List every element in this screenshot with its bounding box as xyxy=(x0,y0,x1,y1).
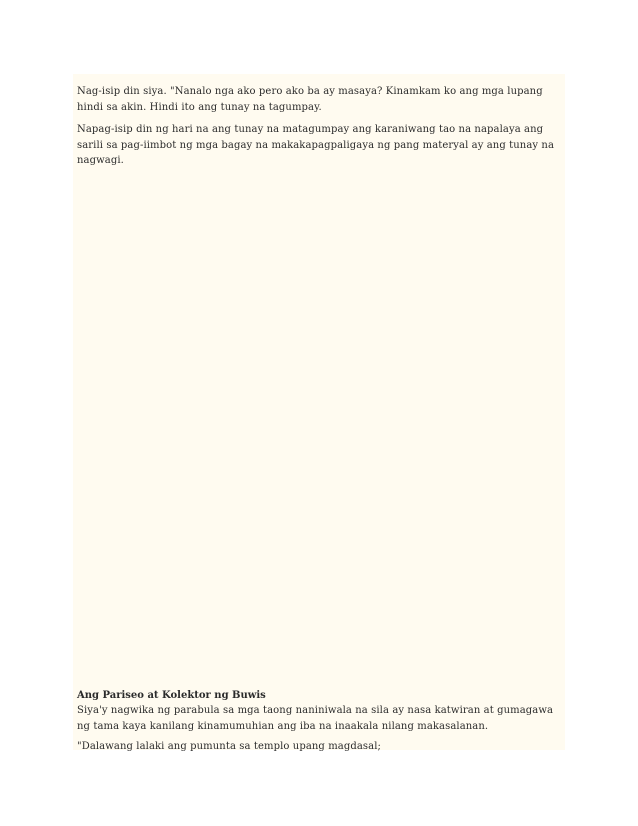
paragraph-1: Nag-isip din siya. "Nanalo nga ako pero ako ba ay masaya? Kinamkam ko ang mga lupang hindi sa akin. Hindi ito ang tunay na tagumpay. xyxy=(77,86,543,113)
section-heading: Ang Pariseo at Kolektor ng Buwis xyxy=(77,690,266,701)
paragraph-4: "Dalawang lalaki ang pumunta sa templo upang magdasal; xyxy=(77,741,381,752)
paragraph-2: Napag-isip din ng hari na ang tunay na matagumpay ang karaniwang tao na napalaya ang sarili sa pag-iimbot ng mga bagay na makakapagpaligaya ng pang materyal ay ang tunay na nagwagi. xyxy=(77,124,555,166)
document-page xyxy=(73,74,565,750)
paragraph-3: Siya'y nagwika ng parabula sa mga taong naniniwala na sila ay nasa katwiran at gumagawa ng tama kaya kanilang kinamumuhian ang iba na inaakala nilang makasalanan. xyxy=(77,705,554,732)
